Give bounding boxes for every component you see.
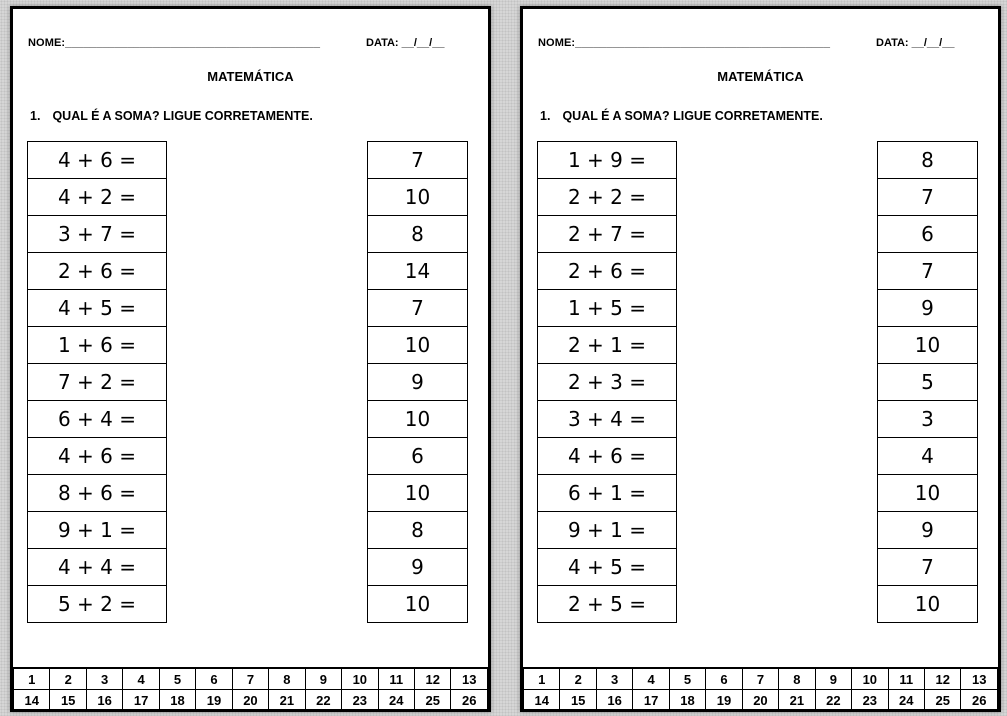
number-cell: 24 (378, 690, 414, 711)
number-cell: 18 (669, 690, 705, 711)
number-strip (523, 667, 998, 711)
question (30, 109, 313, 123)
number-cell: 10 (852, 668, 888, 690)
answer-cell: 8 (367, 215, 468, 253)
expression-cell: 6 + 1 = (537, 474, 677, 512)
number-cell: 21 (269, 690, 305, 711)
number-strip (13, 667, 488, 711)
number-cell: 25 (414, 690, 450, 711)
number-cell: 23 (852, 690, 888, 711)
question-number: 1. (540, 109, 551, 123)
number-cell: 9 (815, 668, 851, 690)
answer-cell: 7 (367, 289, 468, 327)
answer-cell: 9 (367, 363, 468, 401)
answers-column (367, 141, 468, 623)
number-cell: 21 (779, 690, 815, 711)
number-cell: 2 (50, 668, 86, 690)
answer-cell: 9 (877, 289, 978, 327)
number-cell: 8 (779, 668, 815, 690)
number-cell: 5 (669, 668, 705, 690)
expression-cell: 2 + 1 = (537, 326, 677, 364)
date-field-label: DATA: __/__/__ (876, 37, 955, 49)
expression-cell: 2 + 6 = (27, 252, 167, 290)
worksheet-title: MATEMÁTICA (717, 69, 804, 84)
number-cell: 1 (524, 668, 560, 690)
expression-cell: 5 + 2 = (27, 585, 167, 623)
answer-cell: 7 (877, 178, 978, 216)
expression-cell: 3 + 4 = (537, 400, 677, 438)
answers-column (877, 141, 978, 623)
expression-cell: 2 + 2 = (537, 178, 677, 216)
number-cell: 2 (560, 668, 596, 690)
answer-cell: 14 (367, 252, 468, 290)
expression-cell: 2 + 3 = (537, 363, 677, 401)
name-field-label: NOME:_________________________________________ (28, 37, 321, 49)
number-cell: 12 (924, 668, 960, 690)
number-cell: 17 (633, 690, 669, 711)
number-cell: 13 (451, 668, 488, 690)
expression-cell: 4 + 5 = (537, 548, 677, 586)
number-cell: 12 (414, 668, 450, 690)
number-cell: 10 (342, 668, 378, 690)
answer-cell: 10 (367, 474, 468, 512)
expression-cell: 3 + 7 = (27, 215, 167, 253)
number-cell: 17 (123, 690, 159, 711)
number-cell: 26 (451, 690, 488, 711)
number-cell: 7 (742, 668, 778, 690)
number-cell: 7 (232, 668, 268, 690)
answer-cell: 4 (877, 437, 978, 475)
number-cell: 22 (815, 690, 851, 711)
number-cell: 23 (342, 690, 378, 711)
number-cell: 20 (742, 690, 778, 711)
expression-cell: 1 + 9 = (537, 141, 677, 179)
expression-cell: 2 + 7 = (537, 215, 677, 253)
question-text: QUAL É A SOMA? LIGUE CORRETAMENTE. (562, 109, 823, 123)
expression-cell: 4 + 4 = (27, 548, 167, 586)
answer-cell: 8 (367, 511, 468, 549)
number-cell: 3 (86, 668, 122, 690)
answer-cell: 5 (877, 363, 978, 401)
answer-cell: 9 (367, 548, 468, 586)
answer-cell: 7 (877, 252, 978, 290)
answer-cell: 7 (877, 548, 978, 586)
answer-cell: 6 (877, 215, 978, 253)
number-strip-row (14, 690, 488, 711)
expression-cell: 2 + 5 = (537, 585, 677, 623)
answer-cell: 3 (877, 400, 978, 438)
answer-cell: 10 (367, 178, 468, 216)
answer-cell: 10 (877, 585, 978, 623)
answer-cell: 8 (877, 141, 978, 179)
answer-cell: 10 (877, 326, 978, 364)
number-cell: 3 (596, 668, 632, 690)
number-cell: 20 (232, 690, 268, 711)
expression-cell: 2 + 6 = (537, 252, 677, 290)
name-field-label: NOME:_________________________________________ (538, 37, 831, 49)
answer-cell: 9 (877, 511, 978, 549)
question-number: 1. (30, 109, 41, 123)
worksheet-2 (520, 6, 1001, 712)
expression-cell: 9 + 1 = (537, 511, 677, 549)
number-cell: 18 (159, 690, 195, 711)
number-cell: 11 (888, 668, 924, 690)
number-cell: 26 (961, 690, 998, 711)
number-cell: 11 (378, 668, 414, 690)
number-cell: 4 (123, 668, 159, 690)
number-cell: 14 (14, 690, 50, 711)
expression-cell: 7 + 2 = (27, 363, 167, 401)
number-cell: 14 (524, 690, 560, 711)
number-cell: 15 (50, 690, 86, 711)
answer-cell: 10 (877, 474, 978, 512)
number-cell: 9 (305, 668, 341, 690)
expression-cell: 1 + 5 = (537, 289, 677, 327)
expression-cell: 6 + 4 = (27, 400, 167, 438)
number-cell: 16 (86, 690, 122, 711)
expression-cell: 4 + 5 = (27, 289, 167, 327)
number-cell: 8 (269, 668, 305, 690)
number-cell: 13 (961, 668, 998, 690)
worksheet-1 (10, 6, 491, 712)
number-cell: 4 (633, 668, 669, 690)
expression-cell: 4 + 6 = (27, 437, 167, 475)
expression-cell: 1 + 6 = (27, 326, 167, 364)
expression-cell: 9 + 1 = (27, 511, 167, 549)
expressions-column (537, 141, 677, 623)
number-cell: 19 (196, 690, 232, 711)
question-text: QUAL É A SOMA? LIGUE CORRETAMENTE. (52, 109, 313, 123)
answer-cell: 7 (367, 141, 468, 179)
answer-cell: 10 (367, 585, 468, 623)
number-cell: 6 (706, 668, 742, 690)
number-strip-row (14, 668, 488, 690)
expression-cell: 4 + 2 = (27, 178, 167, 216)
number-cell: 19 (706, 690, 742, 711)
expression-cell: 4 + 6 = (537, 437, 677, 475)
number-cell: 1 (14, 668, 50, 690)
number-cell: 6 (196, 668, 232, 690)
number-cell: 25 (924, 690, 960, 711)
number-cell: 24 (888, 690, 924, 711)
answer-cell: 6 (367, 437, 468, 475)
expression-cell: 4 + 6 = (27, 141, 167, 179)
number-cell: 22 (305, 690, 341, 711)
question (540, 109, 823, 123)
number-strip-row (524, 690, 998, 711)
date-field-label: DATA: __/__/__ (366, 37, 445, 49)
number-cell: 16 (596, 690, 632, 711)
number-cell: 15 (560, 690, 596, 711)
number-cell: 5 (159, 668, 195, 690)
expressions-column (27, 141, 167, 623)
expression-cell: 8 + 6 = (27, 474, 167, 512)
answer-cell: 10 (367, 400, 468, 438)
number-strip-row (524, 668, 998, 690)
worksheet-title: MATEMÁTICA (207, 69, 294, 84)
answer-cell: 10 (367, 326, 468, 364)
